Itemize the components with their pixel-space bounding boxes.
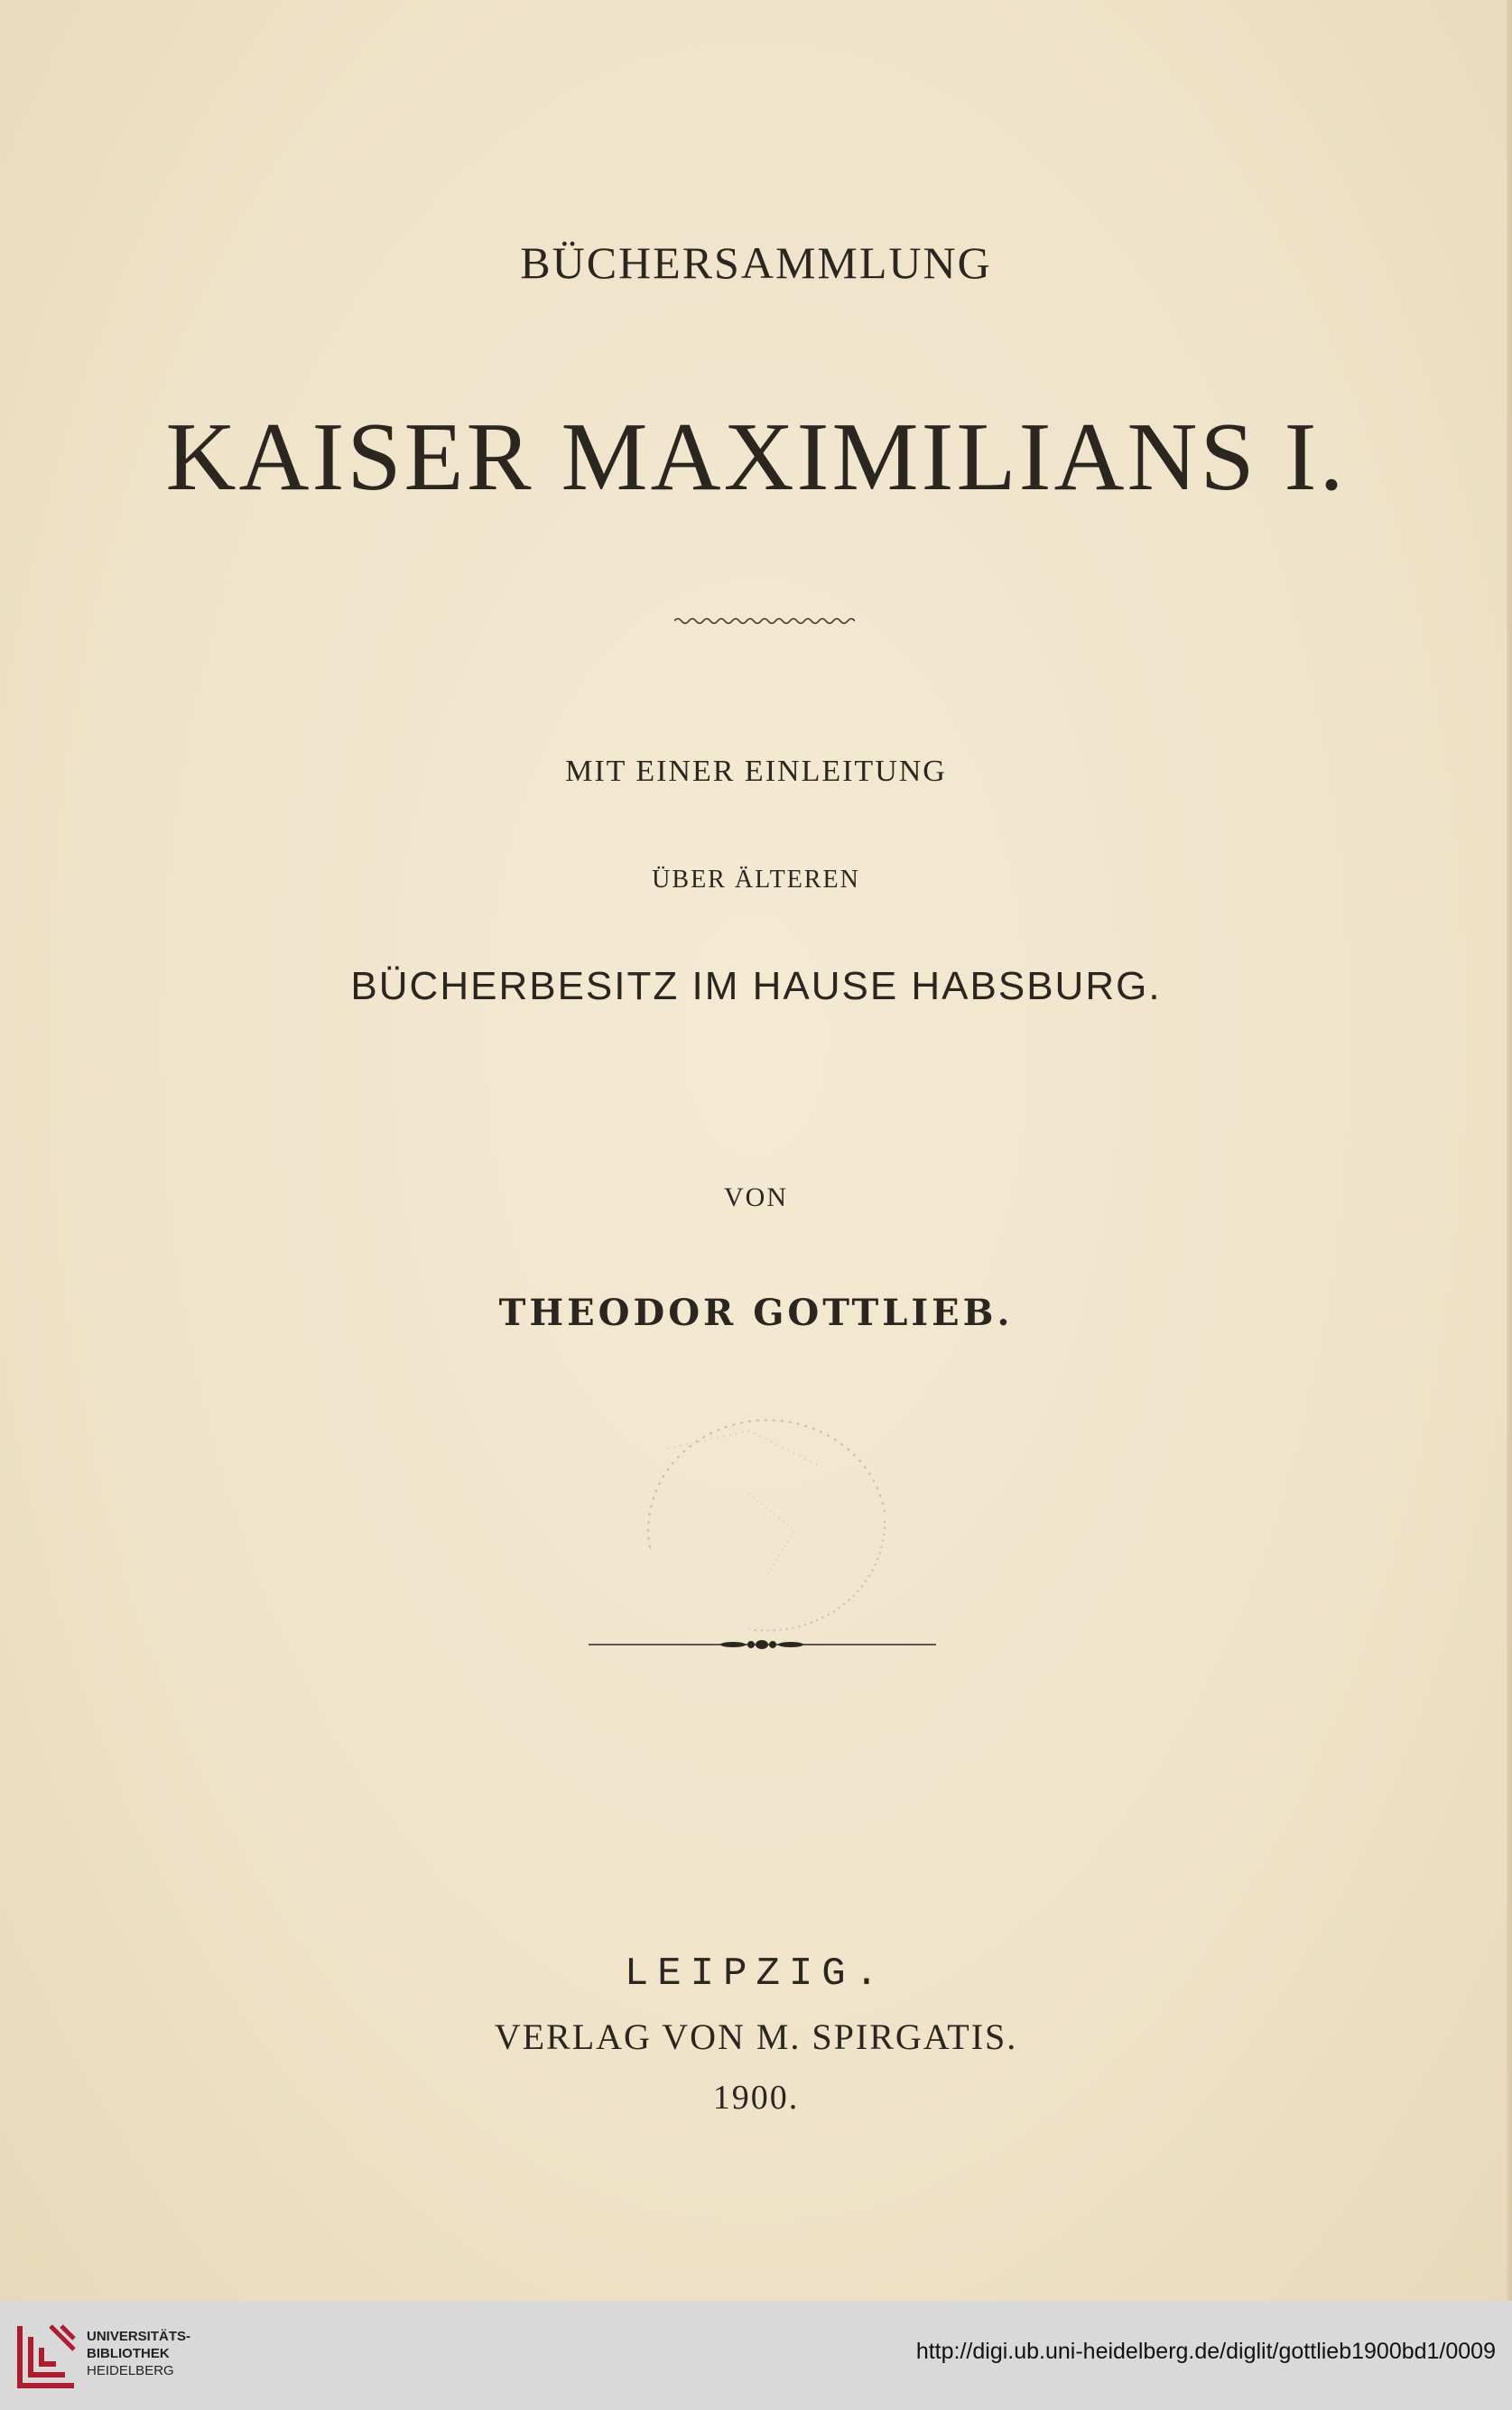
source-url[interactable]: http://digi.ub.uni-heidelberg.de/diglit/gottlieb1900bd1/0009	[915, 2339, 1496, 2364]
footer-bar	[0, 2301, 1512, 2410]
library-name-line-2: BIBLIOTHEK	[87, 2346, 170, 2361]
publisher: VERLAG VON M. SPIRGATIS.	[494, 2016, 1018, 2057]
library-name-line-1: UNIVERSITÄTS-	[87, 2329, 191, 2344]
library-name	[87, 2328, 190, 2379]
intro-line-2: ÜBER ÄLTEREN	[652, 866, 860, 894]
library-stamp	[614, 1395, 903, 1638]
publication-city: LEIPZIG.	[624, 1951, 888, 1997]
book-title: KAISER MAXIMILIANS I.	[165, 403, 1347, 511]
author-name: THEODOR GOTTLIEB.	[498, 1292, 1014, 1334]
library-name-line-3: HEIDELBERG	[87, 2363, 174, 2378]
by-label: VON	[724, 1182, 788, 1212]
intro-line-1: MIT EINER EINLEITUNG	[565, 755, 947, 788]
intro-line-3: BÜCHERBESITZ IM HAUSE HABSBURG.	[350, 964, 1162, 1008]
wavy-rule-ornament	[674, 615, 855, 627]
publication-year: 1900.	[712, 2079, 800, 2117]
library-logo-icon	[14, 2319, 79, 2393]
collection-heading: BÜCHERSAMMLUNG	[520, 237, 992, 288]
divider-ornament	[589, 1634, 936, 1655]
